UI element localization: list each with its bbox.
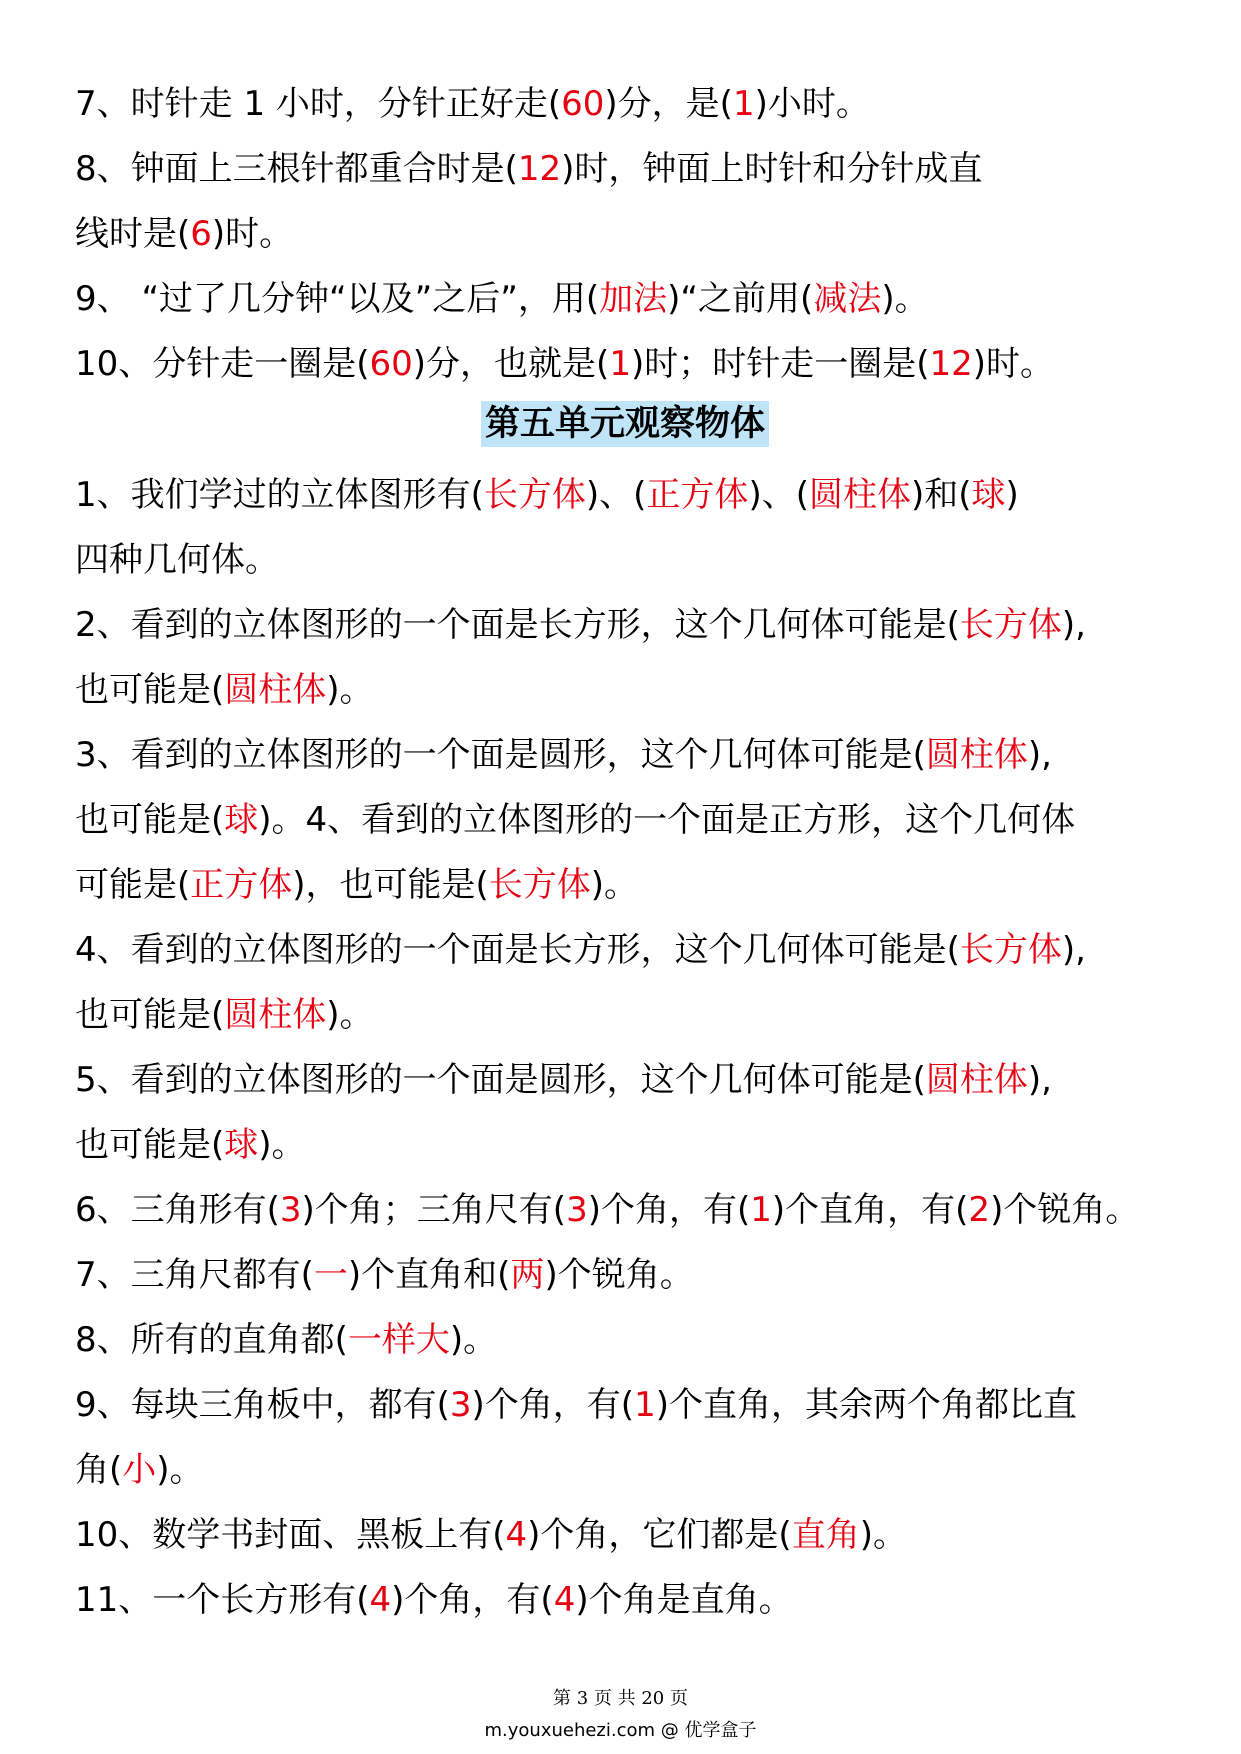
question-text: 也可能是(: [75, 995, 225, 1035]
answer-text: 圆柱体: [224, 670, 327, 710]
answer-text: 正方体: [190, 865, 293, 905]
answer-text: 3: [566, 1190, 588, 1230]
question-text: )。: [590, 865, 639, 905]
text-line: [75, 1568, 1175, 1633]
answer-text: 1: [609, 344, 631, 384]
question-text: 10、分针走一圈是(: [75, 344, 370, 384]
answer-text: 一样大: [347, 1320, 450, 1360]
page-number: 第 3 页 共 20 页: [553, 1688, 688, 1709]
answer-text: 长方体: [488, 865, 591, 905]
answer-text: 球: [224, 1125, 259, 1165]
question-text: 8、所有的直角都(: [75, 1320, 348, 1360]
answer-text: 减法: [813, 279, 882, 319]
question-text: ),: [1061, 605, 1086, 645]
text-line: [75, 267, 1175, 332]
question-text: 7、三角尺都有(: [75, 1255, 314, 1295]
question-text: 11、一个长方形有(: [75, 1580, 370, 1620]
question-text: 2、看到的立体图形的一个面是长方形，这个几何体可能是(: [75, 605, 960, 645]
question-text: )个角是直角。: [575, 1580, 793, 1620]
question-text: 也可能是(: [75, 800, 225, 840]
question-text: 1、我们学过的立体图形有(: [75, 475, 484, 515]
text-line: [75, 1243, 1175, 1308]
answer-text: 3: [279, 1190, 302, 1230]
question-text: )和(: [910, 475, 972, 515]
answer-text: 12: [517, 149, 562, 189]
question-text: )个角，它们都是(: [527, 1515, 792, 1555]
answer-text: 1: [634, 1385, 656, 1425]
answer-text: 4: [505, 1515, 528, 1555]
question-text: ): [1005, 475, 1019, 515]
text-line: [75, 1503, 1175, 1568]
answer-text: 球: [971, 475, 1006, 515]
answer-text: 一: [313, 1255, 348, 1295]
question-text: ),: [1027, 1060, 1052, 1100]
text-line: [75, 463, 1175, 528]
answer-text: 小: [122, 1450, 157, 1490]
question-text: )，也可能是(: [292, 865, 489, 905]
text-line: [75, 658, 1175, 723]
answer-text: 两: [510, 1255, 545, 1295]
text-line: [75, 983, 1175, 1048]
question-text: )。4、看到的立体图形的一个面是正方形，这个几何体: [258, 800, 1076, 840]
question-text: )“之前用(: [667, 279, 814, 319]
text-line: [75, 918, 1175, 983]
question-text: 6、三角形有(: [75, 1190, 280, 1230]
text-line: [75, 137, 1175, 202]
question-text: 8、钟面上三根针都重合时是(: [75, 149, 518, 189]
answer-text: 12: [929, 344, 973, 384]
text-line: [75, 1113, 1175, 1178]
document-body: [75, 72, 1175, 1633]
answer-text: 长方体: [483, 475, 586, 515]
answer-text: 圆柱体: [925, 1060, 1028, 1100]
question-text: )分，也就是(: [412, 344, 610, 384]
question-text: )。: [449, 1320, 498, 1360]
text-line: [75, 1048, 1175, 1113]
question-text: 也可能是(: [75, 670, 225, 710]
answer-text: 6: [190, 214, 212, 254]
question-text: )。: [881, 279, 929, 319]
question-text: )个锐角。: [544, 1255, 694, 1295]
question-text: 角(: [75, 1450, 123, 1490]
question-text: 9、 “过了几分钟“以及”之后”，用(: [75, 279, 600, 319]
question-text: )个直角和(: [347, 1255, 511, 1295]
section-title-row: [75, 397, 1175, 463]
text-line: [75, 788, 1175, 853]
question-text: 5、看到的立体图形的一个面是圆形，这个几何体可能是(: [75, 1060, 926, 1100]
answer-text: 正方体: [646, 475, 749, 515]
answer-text: 直角: [791, 1515, 860, 1555]
question-text: )个角，有(: [391, 1580, 554, 1620]
question-text: )。: [156, 1450, 204, 1490]
question-text: 也可能是(: [75, 1125, 225, 1165]
question-text: 9、每块三角板中，都有(: [75, 1385, 450, 1425]
answer-text: 圆柱体: [808, 475, 911, 515]
question-text: )个角，有(: [587, 1190, 751, 1230]
text-line: [75, 72, 1175, 137]
question-text: )小时。: [754, 84, 870, 124]
question-text: )。: [859, 1515, 907, 1555]
text-line: [75, 853, 1175, 918]
question-text: )时。: [972, 344, 1055, 384]
question-text: 4、看到的立体图形的一个面是长方形，这个几何体可能是(: [75, 930, 960, 970]
text-line: [75, 723, 1175, 788]
answer-text: 长方体: [959, 605, 1062, 645]
text-line: [75, 593, 1175, 658]
text-line: [75, 332, 1175, 397]
text-line: [75, 202, 1175, 267]
question-text: )时；时针走一圈是(: [630, 344, 930, 384]
question-text: 10、数学书封面、黑板上有(: [75, 1515, 506, 1555]
question-text: )时。: [211, 214, 294, 254]
answer-text: 60: [369, 344, 413, 384]
answer-text: 3: [449, 1385, 472, 1425]
question-text: )分，是(: [604, 84, 733, 124]
answer-text: 球: [224, 800, 259, 840]
question-text: )。: [326, 670, 374, 710]
answer-text: 4: [553, 1580, 576, 1620]
question-text: )个直角，其余两个角都比直: [655, 1385, 1077, 1425]
question-text: 线时是(: [75, 214, 191, 254]
text-line: [75, 528, 1175, 593]
answer-text: 加法: [599, 279, 668, 319]
answer-text: 圆柱体: [224, 995, 327, 1035]
answer-text: 圆柱体: [925, 735, 1028, 775]
text-line: [75, 1373, 1175, 1438]
text-line: [75, 1178, 1175, 1243]
question-text: )个角，有(: [471, 1385, 635, 1425]
question-text: 四种几何体。: [75, 540, 279, 580]
question-text: )、(: [748, 475, 809, 515]
answer-text: 4: [369, 1580, 392, 1620]
text-line: [75, 1308, 1175, 1373]
answer-text: 长方体: [959, 930, 1062, 970]
answer-text: 2: [968, 1190, 991, 1230]
question-text: 3、看到的立体图形的一个面是圆形，这个几何体可能是(: [75, 735, 926, 775]
answer-text: 60: [561, 84, 605, 124]
question-text: )个直角，有(: [771, 1190, 969, 1230]
question-text: )个角；三角尺有(: [301, 1190, 567, 1230]
section-title: 第五单元观察物体: [481, 401, 769, 447]
site-watermark: m.youxuehezi.com @ 优学盒子: [484, 1720, 757, 1741]
question-text: )。: [326, 995, 374, 1035]
question-text: )时，钟面上时针和分针成直: [561, 149, 983, 189]
question-text: 7、时针走 1 小时，分针正好走(: [75, 84, 562, 124]
question-text: )、(: [585, 475, 647, 515]
text-line: [75, 1438, 1175, 1503]
question-text: ),: [1061, 930, 1086, 970]
question-text: 可能是(: [75, 865, 191, 905]
question-text: )。: [258, 1125, 306, 1165]
question-text: )个锐角。: [990, 1190, 1140, 1230]
question-text: ),: [1027, 735, 1052, 775]
answer-text: 1: [732, 84, 755, 124]
answer-text: 1: [750, 1190, 772, 1230]
